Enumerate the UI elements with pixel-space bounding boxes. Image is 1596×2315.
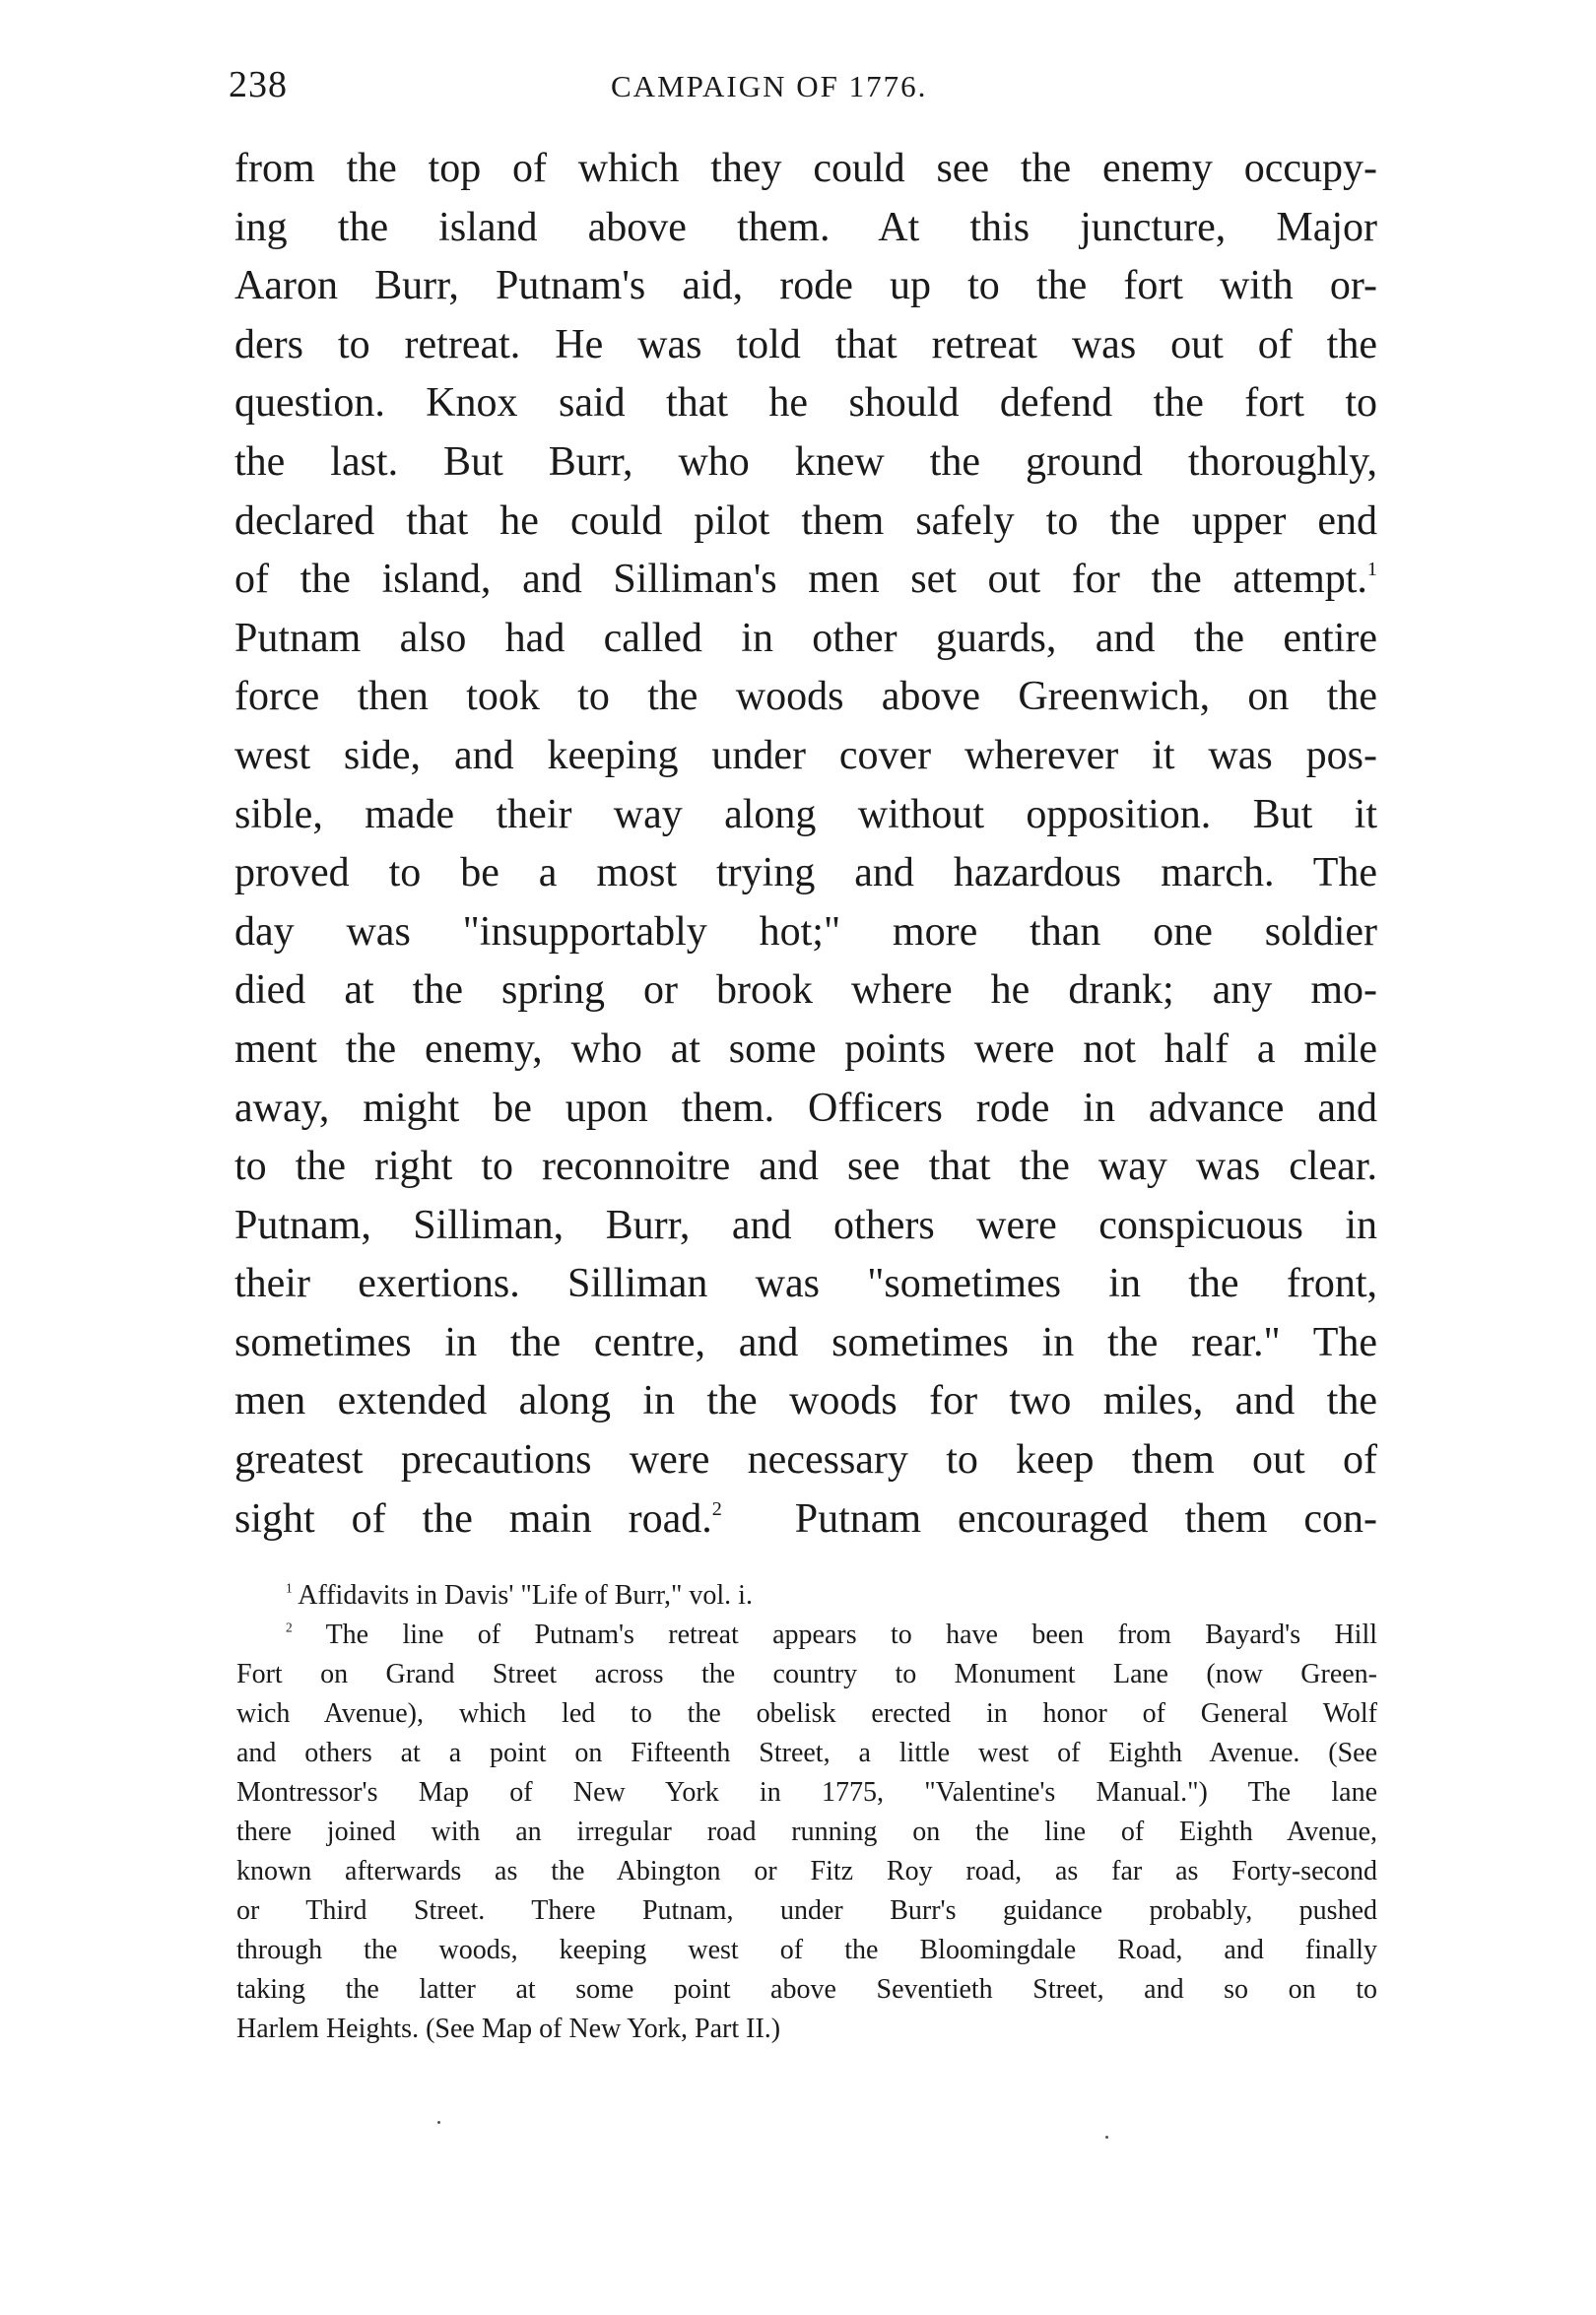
body-line: question. Knox said that he should defend the fort to	[234, 380, 1377, 427]
body-line: from the top of which they could see the enemy occupy-	[234, 146, 1377, 191]
body-line: west side, and keeping under cover wherever it was pos-	[234, 732, 1377, 778]
body-line: their exertions. Silliman was "sometimes in the front,	[234, 1261, 1377, 1307]
body-text	[234, 140, 1377, 1549]
body-line-text: Putnam encouraged them con-	[794, 1495, 1378, 1542]
footnotes	[236, 1576, 1377, 2049]
body-line: proved to be a most trying and hazardous march. The	[234, 850, 1377, 896]
body-line: Putnam also had called in other guards, and the entire	[234, 615, 1377, 661]
footnote-reference: 1	[1366, 559, 1377, 581]
footnote-line: known afterwards as the Abington or Fitz Roy road, as far as Forty-second	[236, 1856, 1377, 1886]
footnote-line: Harlem Heights. (See Map of New York, Part II.)	[236, 2014, 781, 2044]
body-line-text: of the island, and Silliman's men set out for the attempt.	[234, 557, 1367, 603]
footnote-line: and others at a point on Fifteenth Street, a little west of Eighth Avenue. (See	[236, 1738, 1377, 1768]
footnote-marker: 1	[286, 1580, 293, 1596]
footnote-line: Montressor's Map of New York in 1775, "Valentine's Manual.") The lane	[236, 1777, 1377, 1808]
body-line: away, might be upon them. Officers rode in advance and	[234, 1085, 1377, 1131]
running-head	[229, 61, 1387, 110]
body-line: men extended along in the woods for two miles, and the	[234, 1378, 1377, 1424]
body-line: sometimes in the centre, and sometimes in the rear." The	[234, 1319, 1377, 1365]
footnote-line: wich Avenue), which led to the obelisk erected in honor of General Wolf	[236, 1698, 1377, 1729]
footnote-line: through the woods, keeping west of the Bloomingdale Road, and finally	[236, 1935, 1377, 1965]
footnote-reference: 2	[711, 1497, 722, 1520]
body-line: died at the spring or brook where he drank; any mo-	[234, 967, 1377, 1014]
body-line: ing the island above them. At this juncture, Major	[234, 204, 1377, 250]
body-line	[234, 551, 1377, 610]
body-line: Putnam, Silliman, Burr, and others were conspicuous in	[234, 1202, 1377, 1248]
footnote-line: taking the latter at some point above Seventieth Street, and so on to	[236, 1974, 1377, 2005]
body-line	[234, 1490, 1377, 1550]
body-line: to the right to reconnoitre and see that the way was clear.	[234, 1144, 1377, 1190]
footnote-line	[236, 1616, 1377, 1655]
footnote-line: or Third Street. There Putnam, under Burr's guidance probably, pushed	[236, 1895, 1377, 1926]
body-line: force then took to the woods above Greenwich, on the	[234, 674, 1377, 720]
body-line: sible, made their way along without opposition. But it	[234, 791, 1377, 837]
running-title: CAMPAIGN OF 1776.	[611, 69, 928, 103]
footnote-marker: 2	[286, 1620, 293, 1635]
body-line: ment the enemy, who at some points were not half a mile	[234, 1025, 1377, 1072]
body-line: day was "insupportably hot;" more than one soldier	[234, 908, 1377, 955]
footnote-text: The line of Putnam's retreat appears to have been from Bayard's Hill	[325, 1620, 1377, 1650]
footnote-line	[236, 1576, 1377, 1616]
footnote-line: Fort on Grand Street across the country to Monument Lane (now Green-	[236, 1659, 1377, 1689]
body-line: Aaron Burr, Putnam's aid, rode up to the fort with or-	[234, 263, 1377, 309]
print-speck	[437, 2121, 440, 2124]
body-line-text: sight of the main road.	[234, 1495, 712, 1542]
body-line: ders to retreat. He was told that retreat was out of the	[234, 321, 1377, 367]
body-line: greatest precautions were necessary to keep them out of	[234, 1437, 1377, 1484]
footnote-line: there joined with an irregular road running on the line of Eighth Avenue,	[236, 1817, 1377, 1847]
footnote-text: Affidavits in Davis' "Life of Burr," vol. i.	[298, 1580, 753, 1611]
page-number: 238	[229, 64, 288, 105]
body-line: the last. But Burr, who knew the ground thoroughly,	[234, 438, 1377, 485]
body-line: declared that he could pilot them safely to the upper end	[234, 497, 1377, 544]
print-speck	[1105, 2136, 1108, 2139]
